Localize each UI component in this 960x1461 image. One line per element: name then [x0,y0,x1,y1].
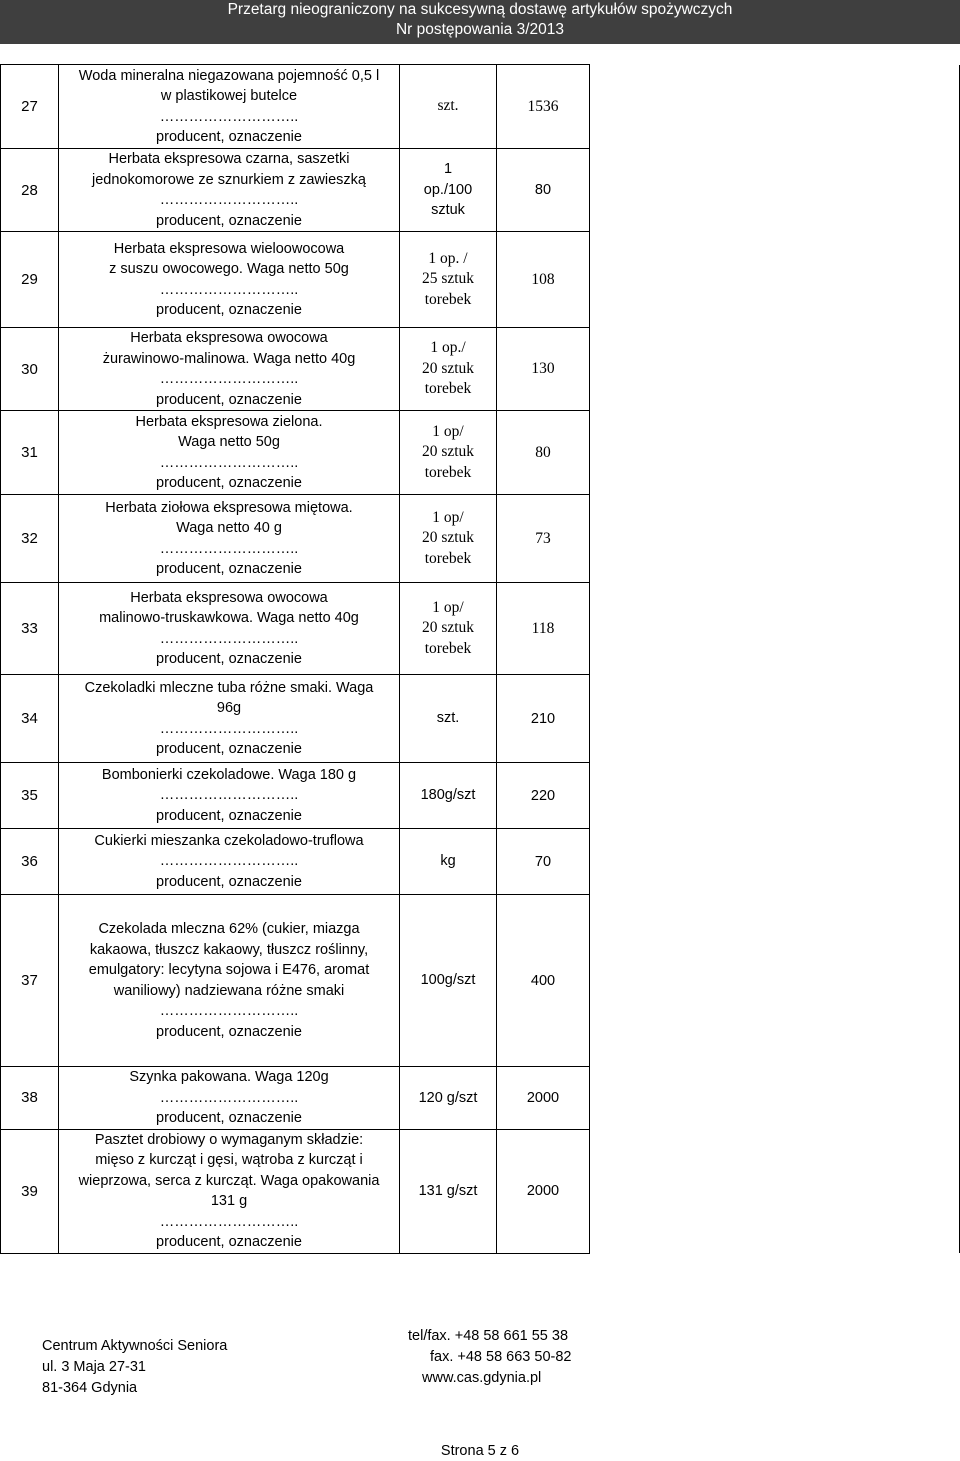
item-unit [400,895,497,1067]
empty-cell [590,1129,960,1253]
description-line: wieprzowa, serca z kurcząt. Waga opakowania [78,1172,380,1189]
document-header [0,0,960,44]
item-description [59,763,400,829]
description-line: Czekolada mleczna 62% (cukier, miazga [98,921,360,937]
items-table [0,64,960,1254]
footer-city: 81-364 Gdynia [42,1380,138,1396]
fill-in-dots: ……………………….. [159,281,299,298]
table-row [1,411,960,495]
description-line: Woda mineralna niegazowana pojemność 0,5 l [78,67,380,84]
footer-address [42,1336,227,1399]
item-quantity: 400 [497,895,590,1067]
empty-cell [590,675,960,763]
fill-in-dots: ……………………….. [159,1213,299,1230]
unit-line: 120 g/szt [418,1089,478,1106]
fill-in-dots: ……………………….. [159,1003,299,1019]
fill-in-dots: ……………………….. [159,192,299,208]
description-line: Szynka pakowana. Waga 120g [129,1069,329,1085]
footer-org: Centrum Aktywności Seniora [42,1338,228,1354]
page-number: Strona 5 z 6 [440,1443,520,1459]
item-description [59,65,400,149]
items-table-body [1,65,960,1254]
producer-label: producent, oznaczenie [156,1023,302,1040]
unit-line: op./100 [423,181,473,198]
empty-cell [590,495,960,583]
unit-line: 25 sztuk [421,270,475,288]
producer-label: producent, oznaczenie [156,302,302,318]
empty-cell [590,411,960,495]
item-unit [400,763,497,829]
table-row [1,65,960,149]
description-line: jednokomorowe ze sznurkiem z zawieszką [92,171,366,188]
producer-label: producent, oznaczenie [156,391,302,408]
item-quantity: 2000 [497,1129,590,1253]
description-line: Herbata ziołowa ekspresowa miętowa. [105,499,353,516]
item-description [59,829,400,895]
row-number: 39 [1,1129,59,1253]
description-line: emulgatory: lecytyna sojowa i E476, aromat [88,962,370,978]
producer-label: producent, oznaczenie [156,212,302,229]
unit-line: torebek [424,639,472,657]
item-description [59,495,400,583]
table-row [1,895,960,1067]
row-number: 32 [1,495,59,583]
table-row [1,675,960,763]
table-row [1,232,960,328]
unit-line: 1 op/ [432,598,464,616]
item-description [59,583,400,675]
item-unit [400,583,497,675]
description-line: Herbata ekspresowa owocowa [130,589,328,606]
description-line: mięso z kurcząt i gęsi, wątroba z kurcząt i [95,1152,363,1168]
item-unit [400,675,497,763]
header-reference: Nr postępowania 3/2013 [395,21,565,38]
description-line: Herbata ekspresowa wieloowocowa [113,240,345,257]
unit-line: 1 op. / [428,249,468,267]
description-line: malinowo-truskawkowa. Waga netto 40g [99,610,359,626]
item-quantity: 108 [497,232,590,328]
description-line: 96g [216,700,242,716]
unit-line: 1 op/ [432,422,464,440]
producer-label: producent, oznaczenie [156,651,302,667]
table-row [1,583,960,675]
producer-label: producent, oznaczenie [156,807,302,824]
empty-cell [590,232,960,328]
item-description [59,1129,400,1253]
empty-cell [590,583,960,675]
fill-in-dots: ……………………….. [159,540,299,557]
empty-cell [590,328,960,411]
unit-line: 131 g/szt [418,1182,478,1199]
row-number: 30 [1,328,59,411]
item-unit [400,1129,497,1253]
description-line: Cukierki mieszanka czekoladowo-truflowa [94,832,364,849]
item-unit [400,411,497,495]
item-quantity: 220 [497,763,590,829]
unit-line: 20 sztuk [421,529,475,547]
unit-line: 100g/szt [420,972,476,989]
fill-in-dots: ……………………….. [159,787,299,804]
row-number: 38 [1,1067,59,1130]
fill-in-dots: ……………………….. [159,454,299,471]
item-description [59,149,400,232]
producer-label: producent, oznaczenie [156,1110,302,1126]
unit-line: torebek [424,549,472,567]
footer-tel: tel/fax. +48 58 661 55 38 [408,1328,569,1344]
description-line: 131 g [210,1193,248,1209]
unit-line: szt. [436,710,460,727]
item-description [59,675,400,763]
item-unit [400,232,497,328]
footer [0,1322,960,1402]
description-line: żurawinowo-malinowa. Waga netto 40g [102,350,356,367]
description-line: Bombonierki czekoladowe. Waga 180 g [101,766,357,783]
fill-in-dots: ……………………….. [159,853,299,870]
item-quantity: 70 [497,829,590,895]
item-unit [400,65,497,149]
empty-cell [590,1067,960,1130]
item-quantity: 1536 [497,65,590,149]
item-unit [400,829,497,895]
description-line: Waga netto 40 g [176,520,282,536]
table-row [1,1129,960,1253]
fill-in-dots: ……………………….. [159,108,299,125]
item-quantity: 73 [497,495,590,583]
item-description [59,411,400,495]
unit-line: torebek [424,290,472,308]
description-line: w plastikowej butelce [160,88,298,104]
item-quantity: 210 [497,675,590,763]
fill-in-dots: ……………………….. [159,1089,299,1106]
item-unit [400,328,497,411]
fill-in-dots: ……………………….. [159,630,299,647]
producer-label: producent, oznaczenie [156,873,302,890]
row-number: 28 [1,149,59,232]
item-description [59,895,400,1067]
row-number: 34 [1,675,59,763]
footer-website[interactable]: www.cas.gdynia.pl [422,1370,542,1386]
item-quantity: 2000 [497,1067,590,1130]
item-unit [400,149,497,232]
footer-contact [408,1326,572,1389]
row-number: 29 [1,232,59,328]
row-number: 33 [1,583,59,675]
fill-in-dots: ……………………….. [159,371,299,387]
item-description [59,232,400,328]
description-line: Herbata ekspresowa czarna, saszetki [108,151,350,167]
description-line: kakaowa, tłuszcz kakaowy, tłuszcz roślinny, [89,941,369,958]
unit-line: 1 [443,161,453,178]
description-line: z suszu owocowego. Waga netto 50g [109,261,349,277]
item-unit [400,1067,497,1130]
table-row [1,1067,960,1130]
producer-label: producent, oznaczenie [156,561,302,577]
producer-label: producent, oznaczenie [156,1234,302,1250]
unit-line: 1 op./ [430,339,466,357]
row-number: 27 [1,65,59,149]
item-description [59,328,400,411]
table-row [1,829,960,895]
producer-label: producent, oznaczenie [156,129,302,145]
row-number: 35 [1,763,59,829]
unit-line: 20 sztuk [421,443,475,461]
footer-street: ul. 3 Maja 27-31 [42,1359,146,1375]
empty-cell [590,895,960,1067]
unit-line: sztuk [431,202,465,219]
item-quantity: 80 [497,149,590,232]
table-row [1,149,960,232]
row-number: 31 [1,411,59,495]
footer-fax: fax. +48 58 663 50-82 [430,1349,572,1365]
unit-line: szt. [437,97,459,115]
item-description [59,1067,400,1130]
description-line: Herbata ekspresowa zielona. [135,413,323,430]
producer-label: producent, oznaczenie [156,475,302,491]
unit-line: torebek [424,380,472,398]
producer-label: producent, oznaczenie [156,741,302,757]
description-line: Herbata ekspresowa owocowa [130,330,328,346]
row-number: 36 [1,829,59,895]
table-row [1,763,960,829]
row-number: 37 [1,895,59,1067]
empty-cell [590,763,960,829]
header-title: Przetarg nieograniczony na sukcesywną dostawę artykułów spożywczych [227,1,733,18]
empty-cell [590,65,960,149]
table-row [1,495,960,583]
item-quantity: 130 [497,328,590,411]
unit-line: torebek [424,463,472,481]
item-quantity: 80 [497,411,590,495]
unit-line: 20 sztuk [421,359,475,377]
unit-line: 1 op/ [432,508,464,526]
item-quantity: 118 [497,583,590,675]
fill-in-dots: ……………………….. [159,720,299,737]
item-unit [400,495,497,583]
unit-line: 20 sztuk [421,619,475,637]
empty-cell [590,149,960,232]
unit-line: kg [440,853,456,870]
table-row [1,328,960,411]
empty-cell [590,829,960,895]
description-line: waniliowy) nadziewana różne smaki [113,982,345,999]
unit-line: 180g/szt [420,787,476,804]
description-line: Waga netto 50g [178,434,280,450]
description-line: Pasztet drobiowy o wymaganym składzie: [94,1131,364,1148]
description-line: Czekoladki mleczne tuba różne smaki. Waga [84,679,374,696]
